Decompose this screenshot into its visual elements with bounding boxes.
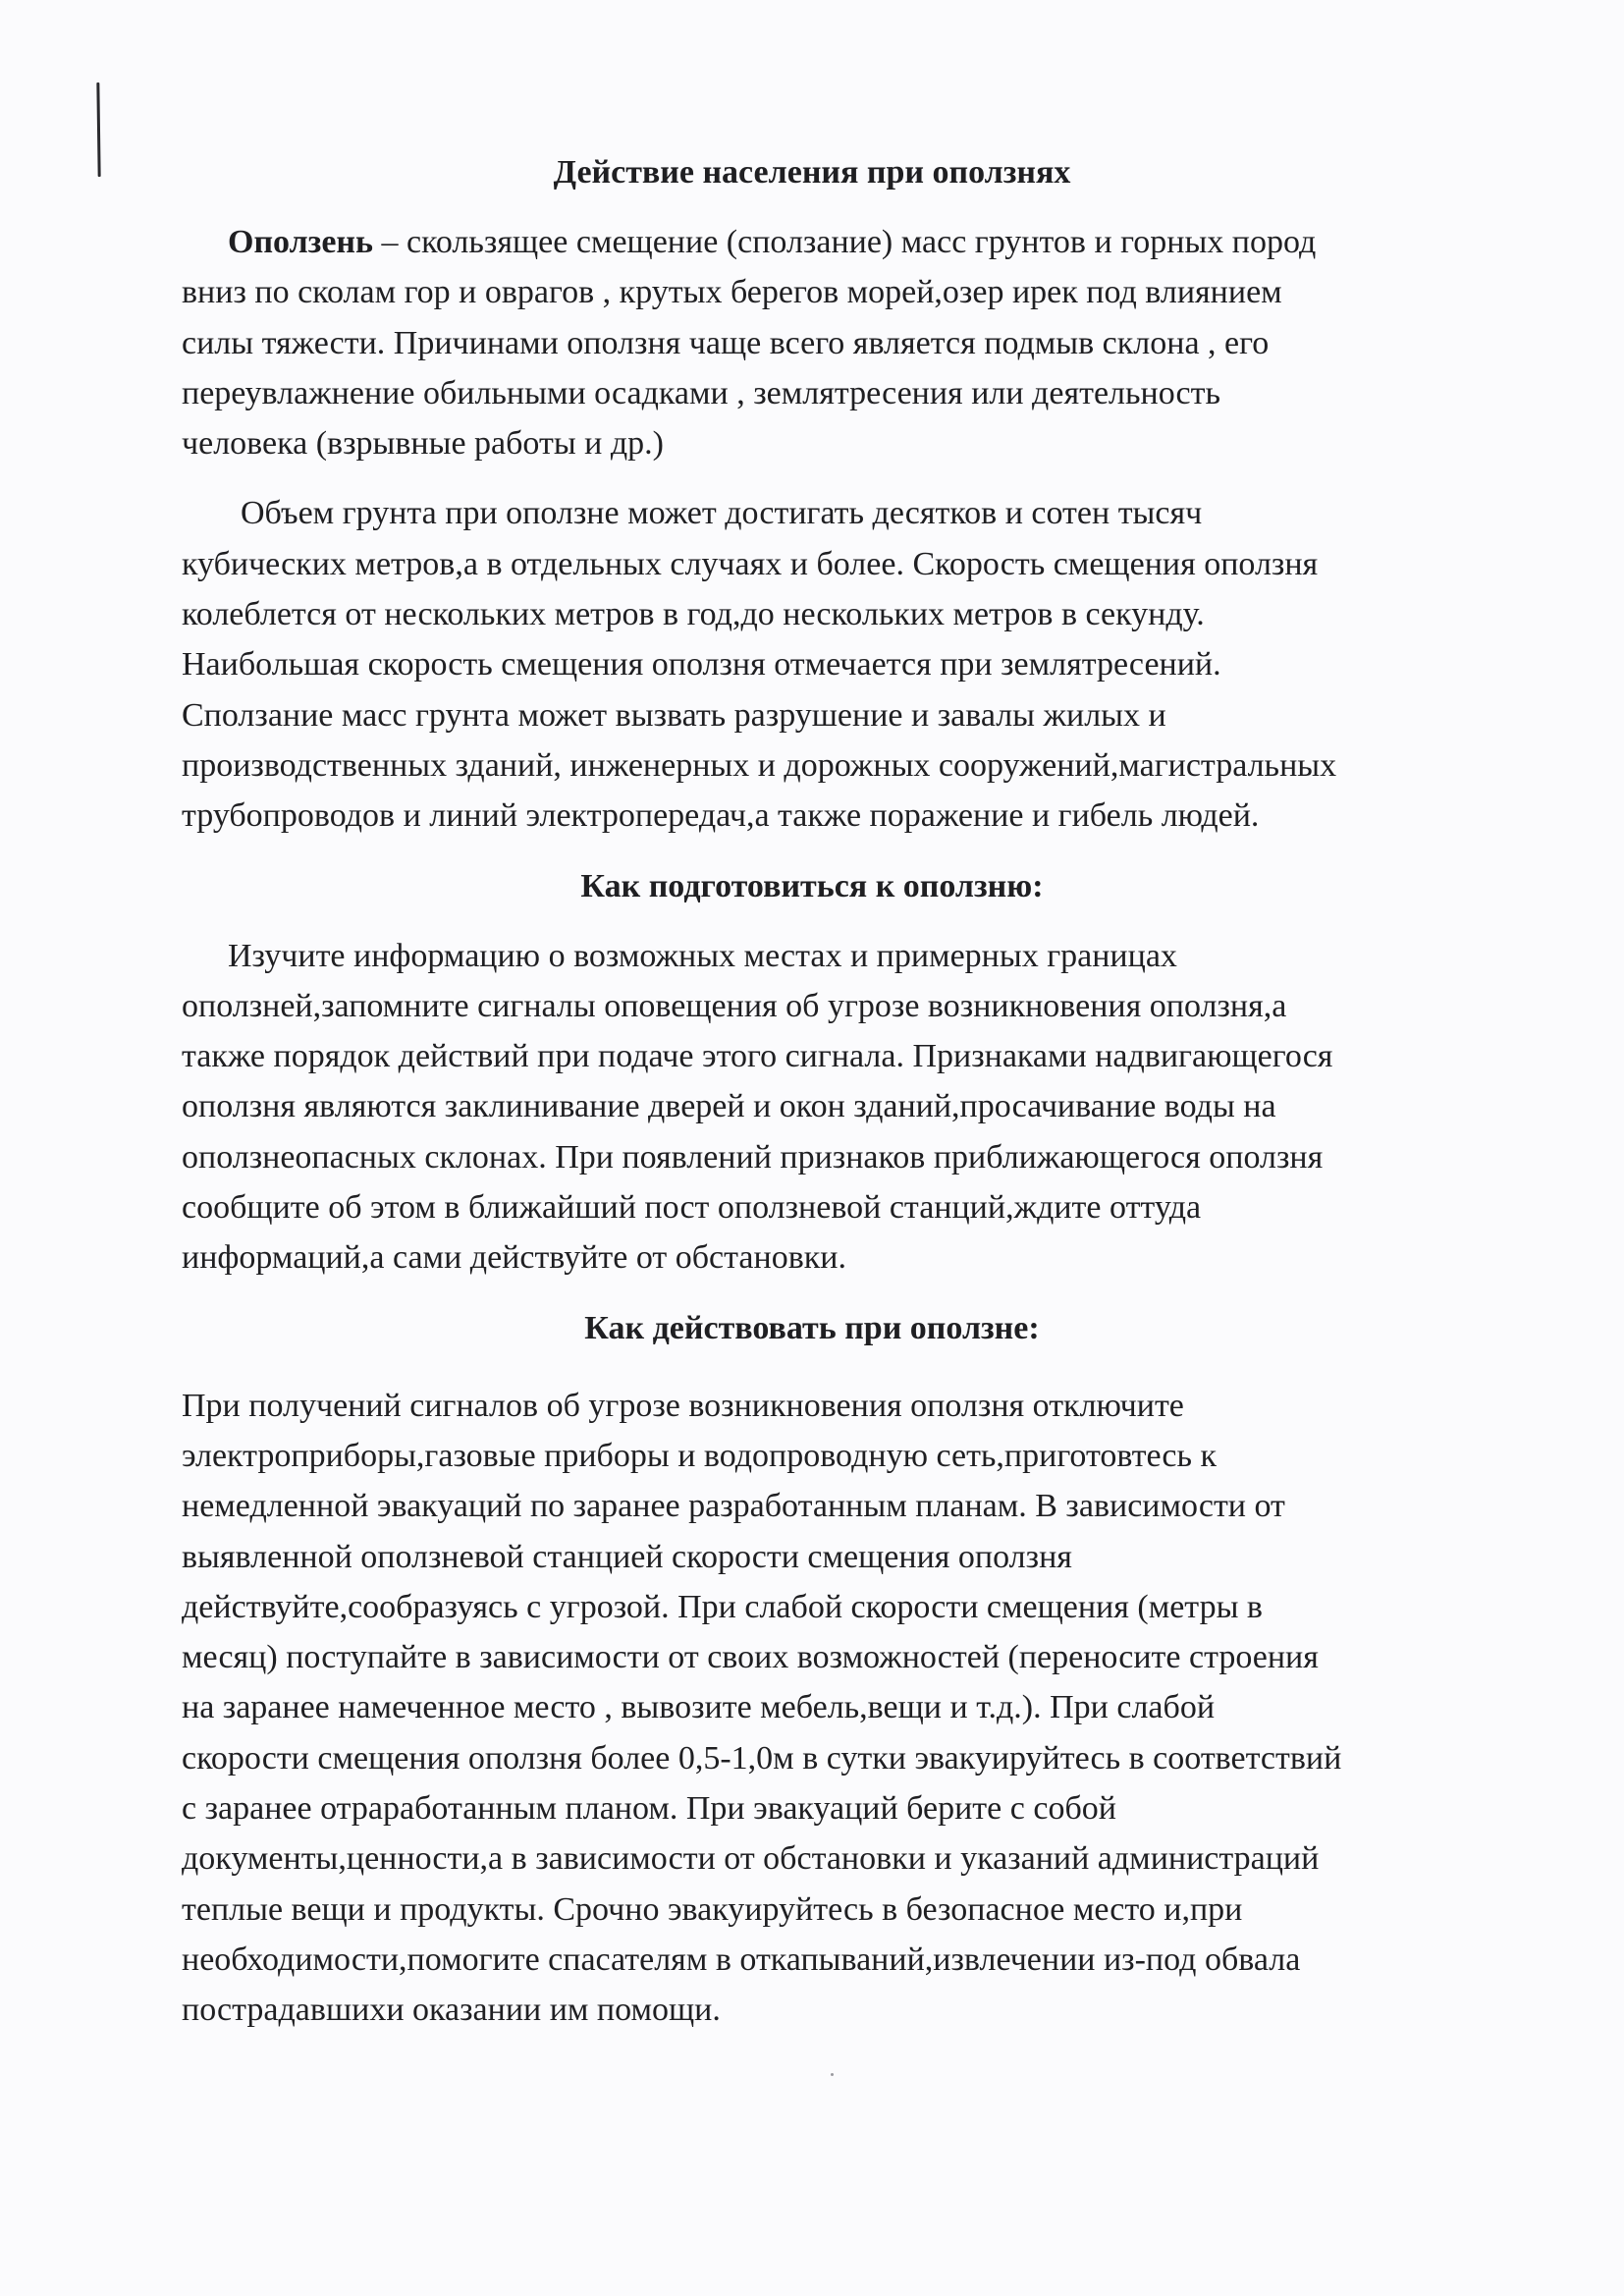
- section-heading-act: Как действовать при оползне:: [584, 1309, 1040, 1346]
- text-line: силы тяжести. Причинами оползня чаще всего является подмыв склона , его: [182, 324, 1270, 361]
- text-line: При получений сигналов об угрозе возникновения оползня отключите: [182, 1387, 1184, 1424]
- text-line: [182, 217, 1537, 267]
- text-line: документы,ценности,а в зависимости от обстановки и указаний администраций: [182, 1840, 1320, 1878]
- paragraph-act: [182, 1381, 1537, 2036]
- text-line: оползня являются заклинивание дверей и окон зданий,просачивание воды на: [182, 1088, 1276, 1125]
- text-line: вниз по сколам гор и оврагов , крутых берегов морей,озер ирек под влиянием: [182, 274, 1282, 311]
- text-line: Объем грунта при оползне может достигать десятков и сотен тысяч: [241, 495, 1203, 532]
- document-title: Действие населения при оползнях: [553, 154, 1071, 191]
- text-line: пострадавшихи оказании им помощи.: [182, 1992, 721, 2029]
- paragraph-definition: [182, 217, 1537, 468]
- text-line: человека (взрывные работы и др.): [182, 425, 664, 463]
- text-line: с заранее отраработанным планом. При эвакуаций берите с собой: [182, 1790, 1116, 1828]
- section-heading-prepare: Как подготовиться к оползню:: [580, 867, 1044, 904]
- term-landslide: Оползень: [228, 224, 373, 260]
- definition-text: – скользящее смещение (сползание) масс грунтов и горных пород: [373, 224, 1317, 260]
- spacer: [182, 842, 1537, 861]
- spacer: [182, 1284, 1537, 1303]
- text-line: переувлажнение обильными осадками , землятресения или деятельность: [182, 374, 1221, 411]
- text-line: на заранее намеченное место , вывозите мебель,вещи и т.д.). При слабой: [182, 1689, 1216, 1726]
- text-line: колеблется от нескольких метров в год,до нескольких метров в секунду.: [182, 596, 1205, 633]
- text-line: Изучите информацию о возможных местах и примерных границах: [228, 937, 1177, 974]
- spacer: [182, 197, 1537, 217]
- paragraph-prepare: [182, 931, 1537, 1284]
- text-line: оползнеопасных склонах. При появлений признаков приближающегося оползня: [182, 1138, 1324, 1175]
- text-line: необходимости,помогите спасателям в откапываний,извлечении из-под обвала: [182, 1941, 1301, 1978]
- text-line: месяц) поступайте в зависимости от своих возможностей (переносите строения: [182, 1639, 1319, 1676]
- scan-speck: [831, 2073, 834, 2076]
- text-line: также порядок действий при подаче этого сигнала. Признаками надвигающегося: [182, 1038, 1333, 1075]
- text-line: выявленной оползневой станцией скорости смещения оползня: [182, 1538, 1072, 1575]
- text-line: информаций,а сами действуйте от обстановки.: [182, 1239, 846, 1277]
- spacer: [182, 1353, 1537, 1381]
- document-body: [182, 147, 1537, 2036]
- text-line: производственных зданий, инженерных и дорожных сооружений,магистральных: [182, 746, 1337, 784]
- text-line: кубических метров,а в отдельных случаях и более. Скорость смещения оползня: [182, 545, 1319, 582]
- text-line: немедленной эвакуаций по заранее разработанным планам. В зависимости от: [182, 1488, 1285, 1525]
- text-line: оползней,запомните сигналы оповещения об угрозе возникновения оползня,а: [182, 987, 1287, 1024]
- text-line: сообщите об этом в ближайший пост оползневой станций,ждите оттуда: [182, 1189, 1202, 1227]
- text-line: скорости смещения оползня более 0,5-1,0м в сутки эвакуируйтесь в соответствий: [182, 1739, 1342, 1777]
- text-line: Сползание масс грунта может вызвать разрушение и завалы жилых и: [182, 696, 1166, 734]
- text-line: электроприборы,газовые приборы и водопроводную сеть,приготовтесь к: [182, 1437, 1217, 1474]
- text-line: действуйте,сообразуясь с угрозой. При слабой скорости смещения (метры в: [182, 1588, 1263, 1625]
- text-line: теплые вещи и продукты. Срочно эвакуируйтесь в безопасное место и,при: [182, 1890, 1243, 1928]
- spacer: [182, 468, 1537, 488]
- text-line: трубопроводов и линий электропередач,а также поражение и гибель людей.: [182, 797, 1260, 835]
- spacer: [182, 911, 1537, 931]
- text-line: Наибольшая скорость смещения оползня отмечается при землятресений.: [182, 646, 1221, 683]
- paragraph-volume: [182, 488, 1537, 841]
